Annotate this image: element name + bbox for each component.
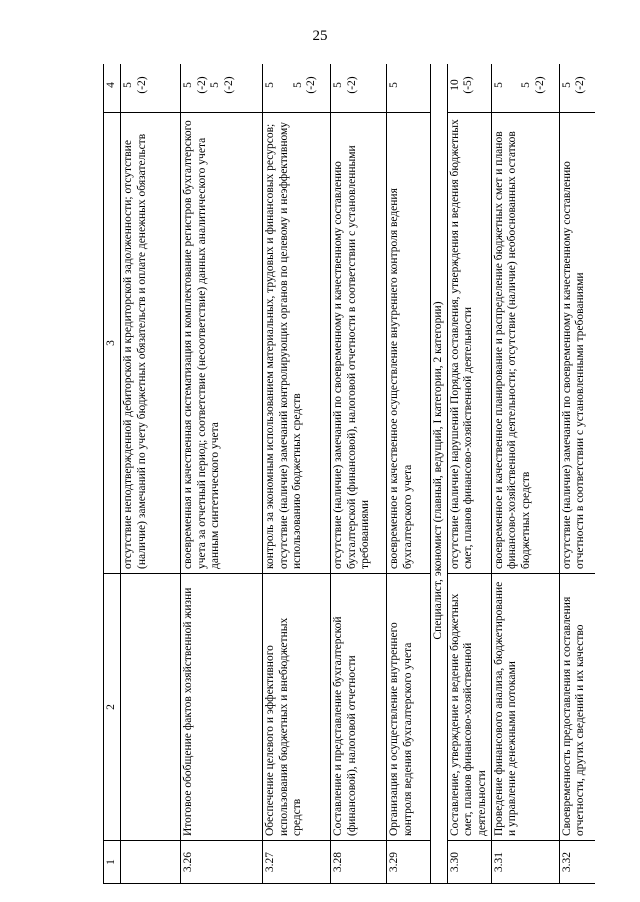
score-value: 5 [291,82,304,88]
row-number: 3.30 [447,841,491,884]
score-value: (-2) [533,76,546,94]
row-criteria: отсутствие неподтвержденной дебиторской и кредиторской задолженности; отсутствие (наличие) замечаний по учету бюджетных обязательств и оплате денежных обязательств [121,113,181,574]
row-scores [447,64,491,113]
table-row [121,64,181,884]
row-criteria: своевременная и качественная систематизация и комплектование регистров бухгалтерского учета за отчетный период; соответствие (несоответствие) данных аналитического учета данным синтетического учета [181,113,263,574]
row-name: Проведение финансового анализа, бюджетирование и управление денежными потоками [491,574,559,841]
table-row [387,64,431,884]
row-name [121,574,181,841]
row-scores [121,64,181,113]
score-value: 5 [492,82,505,88]
score-value: 5 [182,82,194,88]
table-row [263,64,331,884]
score-value: 5 [560,82,573,88]
row-criteria: отсутствие (наличие) замечаний по своевременному и качественному составлению отчетности в соответствии с установленными требованиями [559,113,595,574]
header-col-3: 3 [104,113,121,574]
score-value: 5 [264,82,276,88]
row-name: Своевременность предоставления и составления отчетности, других сведений и их качество [559,574,595,841]
row-criteria: отсутствие (наличие) замечаний по своевременному и качественному составлению бухгалтерской (финансовой), налоговой отчетности в соответствии с установленными требованиями [331,113,387,574]
score-value: (-2) [222,76,235,94]
row-name: Итоговое обобщение фактов хозяйственной жизни [181,574,263,841]
row-scores [181,64,263,113]
row-number: 3.31 [491,841,559,884]
row-number: 3.27 [263,841,331,884]
table-row [491,64,559,884]
row-scores [331,64,387,113]
row-criteria: отсутствие (наличие) нарушений Порядка составления, утверждения и ведения бюджетных смет, планов финансово-хозяйственной деятельности [447,113,491,574]
header-col-4: 4 [104,64,121,113]
score-value: 5 [209,82,222,88]
score-value: (-2) [345,76,358,94]
row-number: 3.28 [331,841,387,884]
header-col-1: 1 [104,841,121,884]
table-header-row [104,64,121,884]
row-scores [491,64,559,113]
score-value: (-2) [135,76,148,94]
table-row [447,64,491,884]
score-value: 5 [332,82,344,88]
score-value: 10 [448,79,461,91]
score-value: 5 [122,82,134,88]
row-number: 3.29 [387,841,431,884]
table-row [331,64,387,884]
row-scores [559,64,595,113]
row-name: Составление, утверждение и ведение бюджетных смет, планов финансово-хозяйственной деятельности [447,574,491,841]
row-scores [263,64,331,113]
row-criteria: своевременное и качественное осуществление внутреннего контроля ведения бухгалтерского учета [387,113,431,574]
score-value: (-2) [305,76,318,94]
row-criteria: своевременное и качественное планирование и распределение бюджетных смет и планов финансово-хозяйственной деятельности; отсутствие (наличие) необоснованных остатков бюджетных средств [491,113,559,574]
row-name: Организация и осуществление внутреннего контроля ведения бухгалтерского учета [387,574,431,841]
table-row [559,64,595,884]
criteria-table [103,64,595,884]
header-col-2: 2 [104,574,121,841]
section-header-row [431,64,448,884]
page-number: 25 [312,28,328,44]
row-name: Составление и представление бухгалтерской (финансовой), налоговой отчетности [331,574,387,841]
score-value: 5 [520,82,533,88]
score-value: 5 [388,82,400,88]
row-number [121,841,181,884]
score-value: (-5) [462,76,475,94]
section-title: Специалист, экономист (главный, ведущий, I категории, 2 категории) [431,64,448,884]
row-number: 3.32 [559,841,595,884]
table-row [181,64,263,884]
row-number: 3.26 [181,841,263,884]
row-criteria: контроль за экономным использованием материальных, трудовых и финансовых ресурсов; отсутствие (наличие) замечаний контролирующих органов по целевому и неэффективному использованию бюджетных средств [263,113,331,574]
table-region [103,64,595,884]
score-value: (-2) [195,76,208,94]
score-value: (-2) [574,76,587,94]
row-scores [387,64,431,113]
rotated-table-container [103,64,595,884]
row-name: Обеспечение целевого и эффективного использования бюджетных и внебюджетных средств [263,574,331,841]
